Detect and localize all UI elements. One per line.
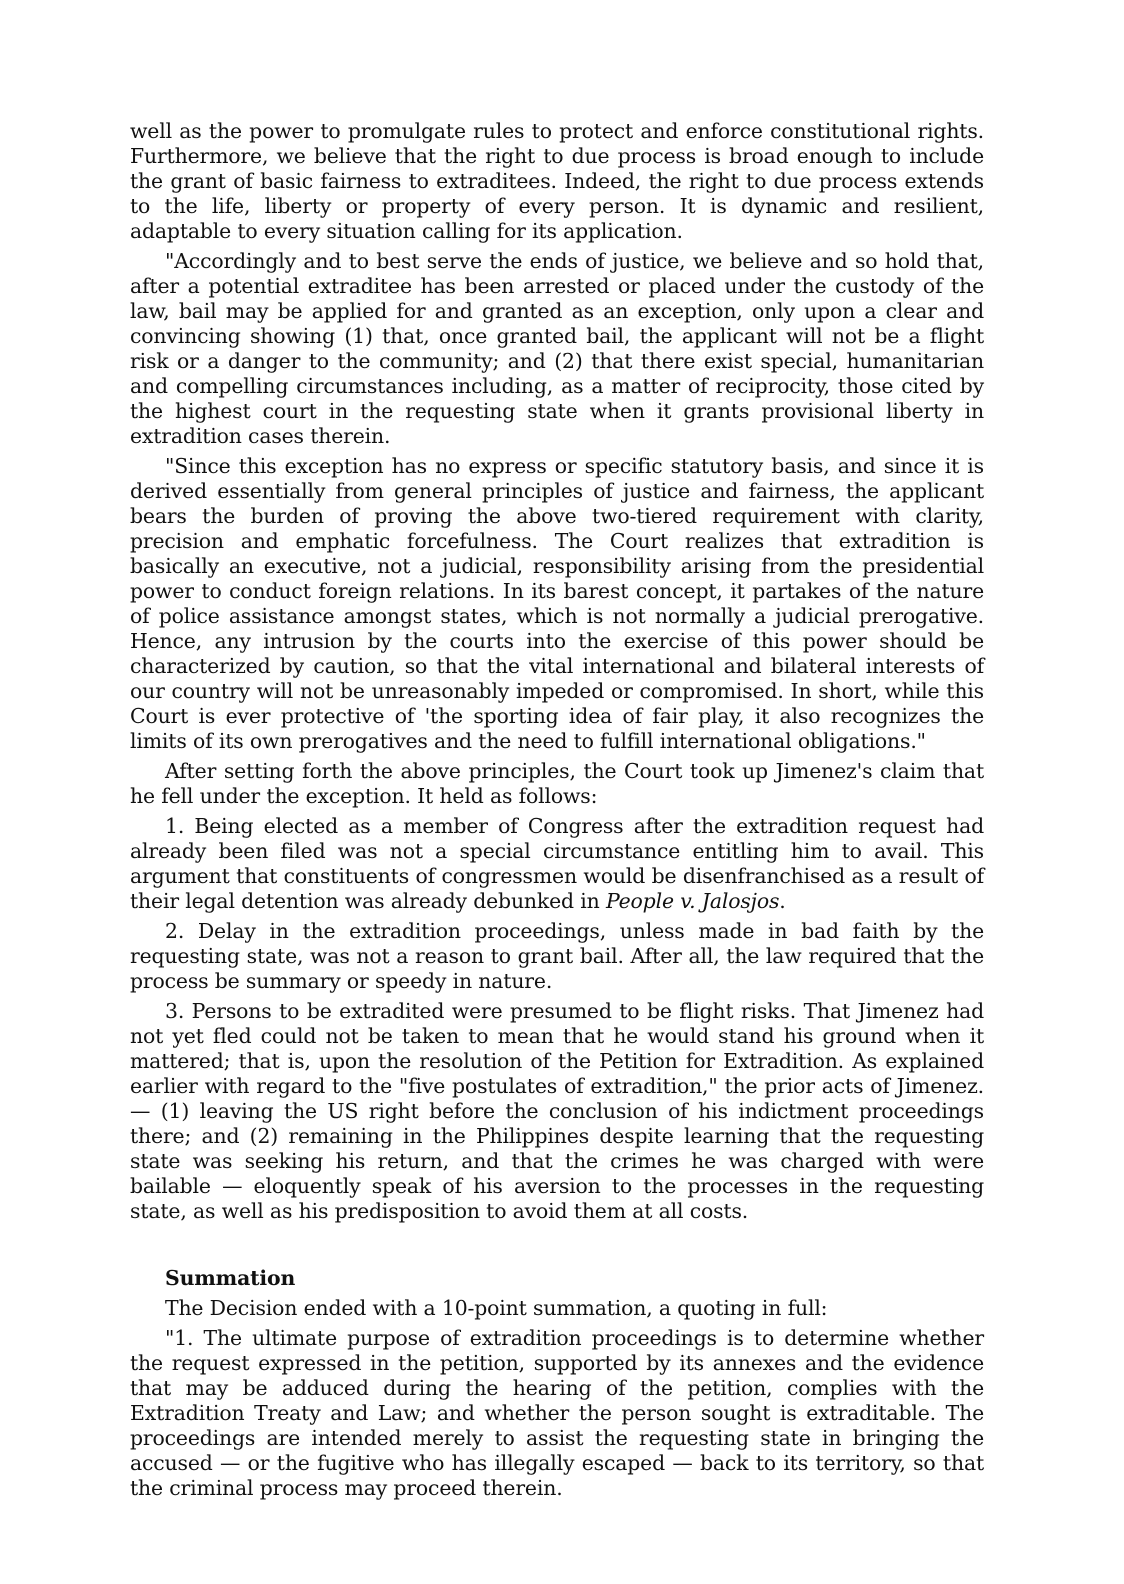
summation-point-1: "1. The ultimate purpose of extradition proceedings is to determine whether the request expressed in the petition, supported by its annexes and the evidence that may be adduced during the hearing of the petition, complies with the Extradition Treaty and Law; and whether the person sought is extraditable. The proceedings are intended merely to assist the requesting state in bringing the accused — or the fugitive who has illegally escaped — back to its territory, so that the criminal process may proceed therein. <box>130 1326 984 1500</box>
case-citation: People v. Jalosjos <box>605 889 780 913</box>
point-1-text: 1. Being elected as a member of Congress after the extradition request had already been filed was not a special circumstance entitling him to avail. This argument that constituents of congressmen would be disenfranchised as a result of their legal detention was already debunked in <box>130 814 984 913</box>
quote-paragraph-bail-exception: "Accordingly and to best serve the ends of justice, we believe and so hold that, after a potential extraditee has been arrested or placed under the custody of the law, bail may be applied for and granted as an exception, only upon a clear and convincing showing (1) that, once granted bail, the applicant will not be a flight risk or a danger to the community; and (2) that there exist special, humanitarian and compelling circumstances including, as a matter of reciprocity, those cited by the highest court in the requesting state when it grants provisional liberty in extradition cases therein. <box>130 249 984 448</box>
summation-intro: The Decision ended with a 10-point summation, a quoting in full: <box>165 1296 828 1320</box>
list-item-point-3: 3. Persons to be extradited were presumed to be flight risks. That Jimenez had not yet fled could not be taken to mean that he would stand his ground when it mattered; that is, upon the resolution of the Petition for Extradition. As explained earlier with regard to the "five postulates of extradition," the prior acts of Jimenez. — (1) leaving the US right before the conclusion of his indictment proceedings there; and (2) remaining in the Philippines despite learning that the requesting state was seeking his return, and that the crimes he was charged with were bailable — eloquently speak of his aversion to the processes in the requesting state, as well as his predisposition to avoid them at all costs. <box>130 999 984 1223</box>
paragraph-continuation: well as the power to promulgate rules to protect and enforce constitutional rights. Furthermore, we believe that the right to due process is broad enough to include the grant of basic fairness to extraditees. Indeed, the right to due process extends to the life, liberty or property of every person. It is dynamic and resilient, adaptable to every situation calling for its application. <box>130 119 984 243</box>
point-1-end: . <box>779 889 786 913</box>
quote-paragraph-burden-of-proof: "Since this exception has no express or specific statutory basis, and since it is derived essentially from general principles of justice and fairness, the applicant bears the burden of proving the above two-tiered requirement with clarity, precision and emphatic forcefulness. The Court realizes that extradition is basically an executive, not a judicial, responsibility arising from the presidential power to conduct foreign relations. In its barest concept, it partakes of the nature of police assistance amongst states, which is not normally a judicial prerogative. Hence, any intrusion by the courts into the exercise of this power should be characterized by caution, so that the vital international and bilateral interests of our country will not be unreasonably impeded or compromised. In short, while this Court is ever protective of 'the sporting idea of fair play, it also recognizes the limits of its own prerogatives and the need to fulfill international obligations." <box>130 454 984 753</box>
document-page <box>130 119 984 1506</box>
paragraph-jimenez-claim: After setting forth the above principles, the Court took up Jimenez's claim that he fell under the exception. It held as follows: <box>130 759 984 808</box>
list-item-point-2: 2. Delay in the extradition proceedings, unless made in bad faith by the requesting state, was not a reason to grant bail. After all, the law required that the process be summary or speedy in nature. <box>130 919 984 993</box>
section-heading-summation: Summation <box>165 1266 296 1290</box>
list-item-point-1 <box>130 814 984 914</box>
